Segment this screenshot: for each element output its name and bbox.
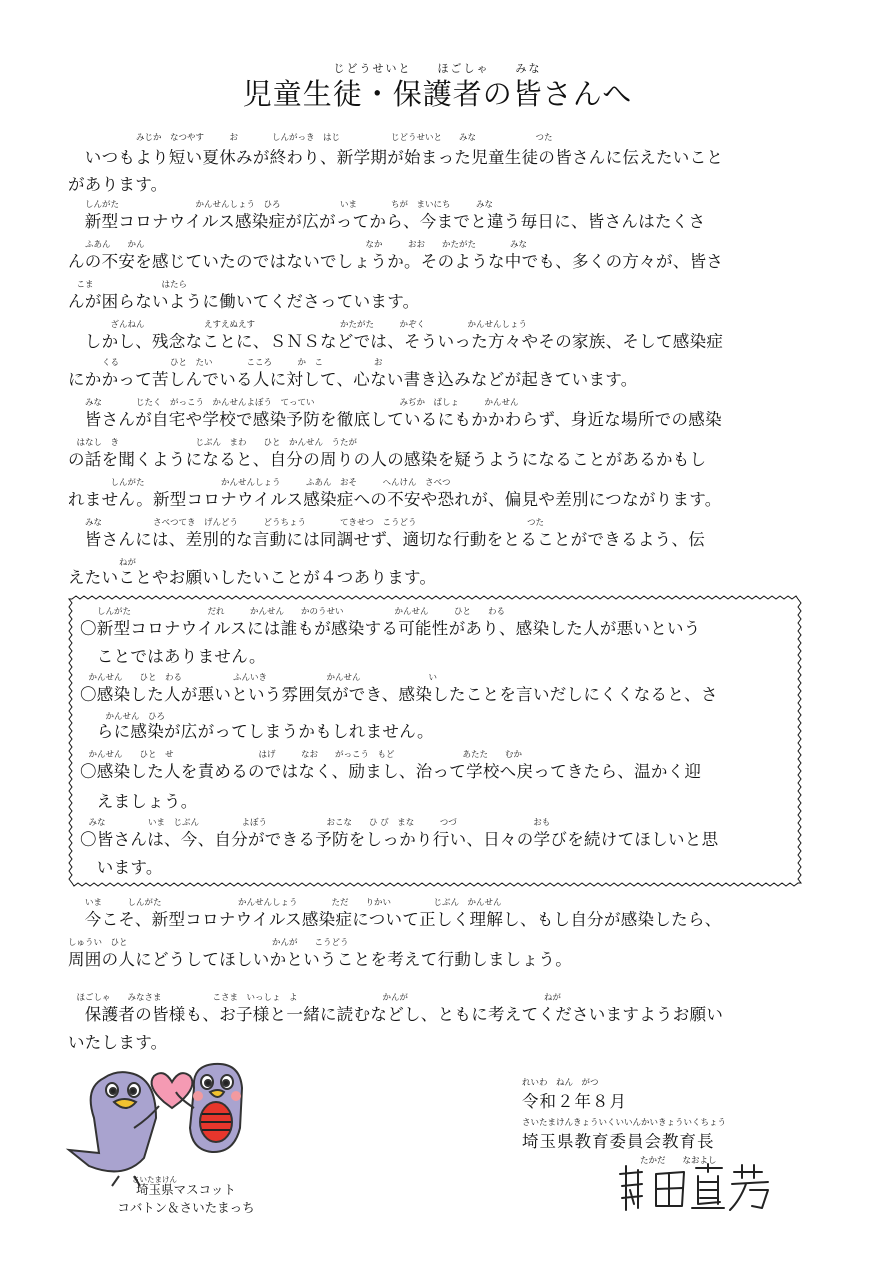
ruby-line: みな いま じぶん よぼう おこな ひ び まな つづ おも: [80, 818, 551, 828]
bullet-item: 〇新型コロナウイルスには誰もが感染する可能性があり、感染した人が悪いという: [80, 619, 701, 638]
signature-image: [612, 1160, 782, 1215]
ruby-line: かんせん ひろ: [80, 712, 166, 722]
ruby-line: みな じたく がっこう かんせんよぼう てってい みぢか ばしょ かんせん: [68, 398, 519, 408]
ruby-line: しんがた かんせんしょう ひろ いま ちが まいにち みな: [68, 200, 494, 210]
ruby-line: かんせん ひと わる ふんいき かんせん い: [80, 673, 438, 683]
text-line: 皆さんが自宅や学校で感染予防を徹底しているにもかかわらず、身近な場所での感染: [68, 410, 722, 429]
ruby-line: ほごしゃ みなさま こさま いっしょ よ かんが ねが: [68, 993, 562, 1003]
ruby-line: はなし き じぶん まわ ひと かんせん うたが: [68, 438, 358, 448]
ruby-line: くる ひと たい こころ か こ お: [68, 358, 383, 368]
text-line: んの不安を感じていたのではないでしょうか。そのような中でも、多くの方々が、皆さ: [68, 252, 724, 271]
mascot-illustration: [64, 1058, 314, 1188]
caption-ruby: さいたまけん: [132, 1175, 177, 1184]
text-line: えたいことやお願いしたいことが４つあります。: [68, 568, 437, 587]
text-line: しかし、残念なことに、ＳＮＳなどでは、そういった方々やその家族、そして感染症: [68, 332, 724, 351]
ruby-line: ねが: [68, 558, 137, 568]
ruby-line: みな さべつてき げんどう どうちょう てきせつ こうどう つた: [68, 518, 545, 528]
ruby-line: しんがた だれ かんせん かのうせい かんせん ひと わる: [80, 607, 506, 617]
bullet-item: 〇感染した人を責めるのではなく、励まし、治って学校へ戻ってきたら、温かく迎: [80, 762, 702, 781]
mascot-caption-line2: コバトン＆さいたまっち: [117, 1200, 255, 1215]
ruby-line: しゅうい ひと かんが こうどう: [68, 938, 349, 948]
org-ruby: さいたまけんきょういくいいんかいきょういくちょう: [522, 1118, 727, 1128]
bullet-continuation: らに感染が広がってしまうかもしれません。: [80, 722, 434, 741]
ruby-line: ざんねん えすえぬえす かたがた かぞく かんせんしょう: [68, 320, 528, 330]
text-line: んが困らないように働いてくださっています。: [68, 292, 420, 311]
ruby-line: こま はたら: [68, 280, 188, 290]
text-line: があります。: [68, 175, 168, 194]
text-line: 保護者の皆様も、お子様と一緒に読むなどし、ともに考えてくださいますようお願い: [68, 1005, 724, 1024]
text-line: 皆さんには、差別的な言動には同調せず、適切な行動をとることができるよう、伝: [68, 530, 706, 549]
bullet-item: 〇皆さんは、今、自分ができる予防をしっかり行い、日々の学びを続けてほしいと思: [80, 830, 719, 849]
text-line: 新型コロナウイルス感染症が広がってから、今までと違う毎日に、皆さんはたくさ: [68, 212, 706, 231]
bullet-continuation: えましょう。: [80, 792, 198, 811]
page-title: 児童生徒・保護者の皆さんへ: [242, 77, 633, 111]
issue-date: 令和２年８月: [522, 1092, 627, 1111]
text-line: 周囲の人にどうしてほしいかということを考えて行動しましょう。: [68, 950, 572, 969]
kobaton-bird: [69, 1072, 159, 1186]
ruby-line: ふあん かん なか おお かたがた みな: [68, 240, 528, 250]
text-line: いつもより短い夏休みが終わり、新学期が始まった児童生徒の皆さんに伝えたいこと: [68, 148, 724, 167]
bullet-item: 〇感染した人が悪いという雰囲気ができ、感染したことを言いだしにくくなると、さ: [80, 685, 718, 704]
text-line: にかかって苦しんでいる人に対して、心ない書き込みなどが起きています。: [68, 370, 638, 389]
ruby-line: いま しんがた かんせんしょう ただ りかい じぶん かんせん: [68, 898, 502, 908]
ruby-line: かんせん ひと せ はげ なお がっこう もど あたた むか: [80, 750, 523, 760]
text-line: れません。新型コロナウイルス感染症への不安や恐れが、偏見や差別につながります。: [68, 490, 722, 509]
text-line: の話を聞くようになると、自分の周りの人の感染を疑うようになることがあるかもし: [68, 450, 707, 469]
text-line: 今こそ、新型コロナウイルス感染症について正しく理解し、もし自分が感染したら、: [68, 910, 722, 929]
ruby-line: みじか なつやす お しんがっき はじ じどうせいと みな つた: [68, 133, 553, 143]
mascot-caption-line1: 埼玉県マスコット: [136, 1182, 236, 1197]
name-ruby: たかだ なおよし: [640, 1156, 717, 1166]
title-ruby: じどうせいと ほごしゃ みな: [333, 62, 542, 75]
ruby-line: しんがた かんせんしょう ふあん おそ へんけん さべつ: [68, 478, 451, 488]
bullet-continuation: ことではありません。: [80, 647, 266, 666]
date-ruby: れいわ ねん がつ: [522, 1078, 599, 1088]
text-line: いたします。: [68, 1033, 168, 1052]
issuer-title: 埼玉県教育委員会教育長: [522, 1132, 715, 1151]
bullet-continuation: います。: [80, 858, 163, 877]
